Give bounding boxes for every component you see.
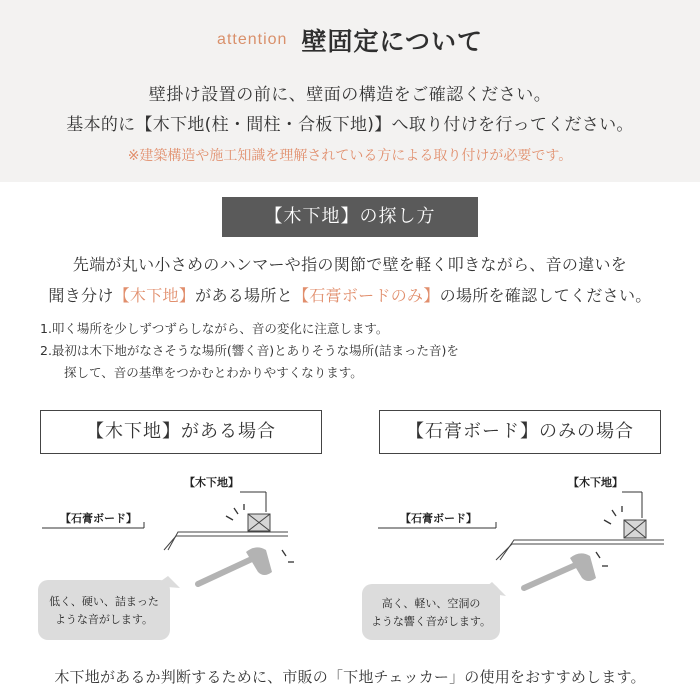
footer-note: 木下地があるか判断するために、市販の「下地チェッカー」の使用をおすすめします。 bbox=[54, 668, 646, 686]
impact-mark-icon bbox=[596, 552, 608, 566]
section-title: 【木下地】の探し方 bbox=[222, 197, 478, 237]
board-label: 【石膏ボード】 bbox=[60, 512, 137, 525]
step-2-cont: 探して、音の基準をつかむとわかりやすくなります。 bbox=[64, 365, 363, 380]
wood-stud-icon bbox=[624, 520, 646, 538]
wall-board-top bbox=[168, 532, 288, 550]
highlight-wood: 【木下地】 bbox=[113, 286, 196, 305]
intro-line-2: 基本的に【木下地(柱・間柱・合板下地)】へ取り付けを行ってください。 bbox=[66, 115, 634, 135]
hammer-icon bbox=[198, 547, 272, 584]
attention-panel bbox=[0, 0, 700, 182]
sound-bubble bbox=[38, 576, 180, 640]
step-2: 2.最初は木下地がなさそうな場所(響く音)とありそうな場所(詰まった音)を bbox=[40, 343, 459, 358]
case-gypsum-title: 【石膏ボード】のみの場合 bbox=[379, 410, 661, 454]
bubble-text-2: ような響く音がします。 bbox=[370, 615, 492, 628]
case-wood-title: 【木下地】がある場合 bbox=[40, 410, 322, 454]
attention-title: 壁固定について bbox=[301, 27, 483, 56]
wall-board-bottom bbox=[164, 536, 288, 550]
attention-heading bbox=[0, 22, 700, 58]
bubble-text-2: ような音がします。 bbox=[54, 613, 154, 626]
sound-bubble bbox=[362, 582, 506, 640]
warning-note: ※建築構造や施工知識を理解されている方による取り付けが必要です。 bbox=[127, 148, 573, 164]
method-text-2 bbox=[0, 283, 700, 306]
wood-label: 【木下地】 bbox=[184, 476, 239, 489]
board-label: 【石膏ボード】 bbox=[400, 512, 477, 525]
method-text-2b: がある場所と bbox=[195, 286, 293, 305]
impact-mark-icon bbox=[604, 506, 622, 524]
wood-stud-icon bbox=[248, 514, 270, 531]
bubble-text-1: 高く、軽い、空洞の bbox=[381, 597, 481, 610]
impact-mark-icon bbox=[226, 504, 244, 520]
wood-label: 【木下地】 bbox=[568, 476, 623, 489]
attention-label-en: attention bbox=[217, 31, 288, 48]
bubble-text-1: 低く、硬い、詰まった bbox=[49, 595, 159, 608]
highlight-gypsum: 【石膏ボードのみ】 bbox=[292, 286, 440, 305]
intro-line-1: 壁掛け設置の前に、壁面の構造をご確認ください。 bbox=[148, 85, 552, 105]
diagram-gypsum bbox=[360, 462, 690, 647]
steps-list bbox=[40, 318, 459, 384]
step-1: 1.叩く場所を少しずつずらしながら、音の変化に注意します。 bbox=[40, 321, 389, 336]
hammer-icon bbox=[524, 553, 596, 588]
method-text-2c: の場所を確認してください。 bbox=[439, 286, 652, 305]
method-text-1: 先端が丸い小さめのハンマーや指の関節で壁を軽く叩きながら、音の違いを bbox=[72, 255, 628, 274]
impact-mark-icon bbox=[282, 550, 294, 562]
method-text-2a: 聞き分け bbox=[48, 286, 114, 305]
diagram-wood bbox=[20, 462, 350, 647]
